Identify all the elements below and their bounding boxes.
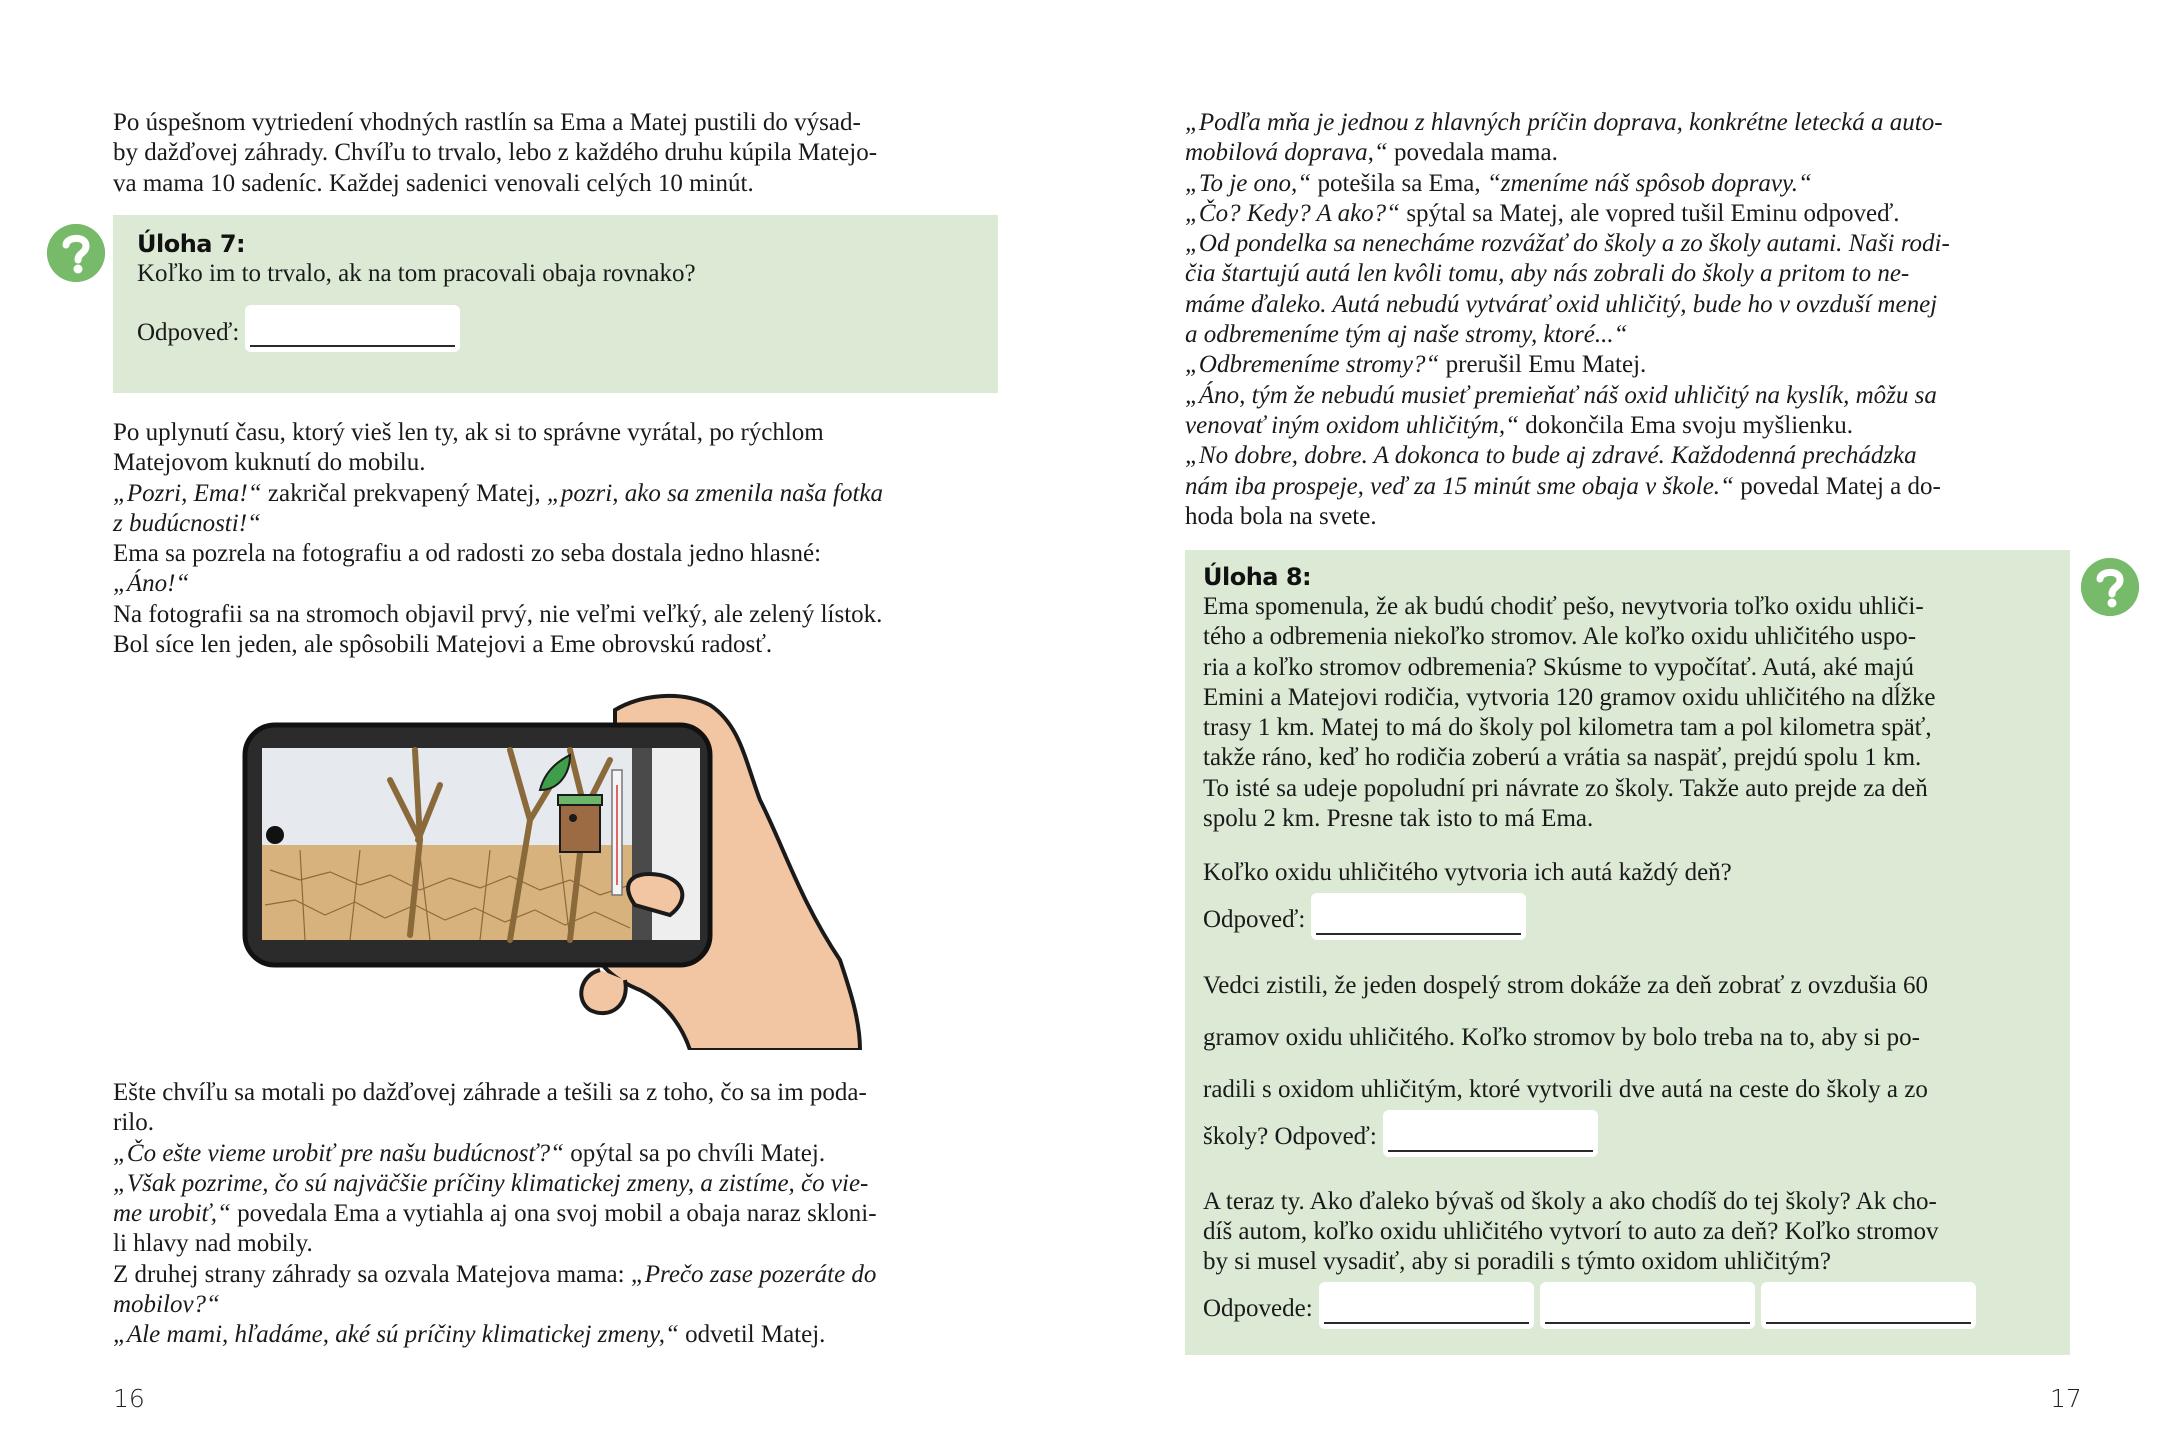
answer-label: školy? Odpoveď: (1203, 1123, 1377, 1151)
narration: povedala Ema a vytiahla aj ona svoj mobil a obaja naraz skloni- (230, 1200, 877, 1228)
narration: prerušil Emu Matej. (1439, 351, 1647, 379)
quote: a odbremeníme tým aj naše stromy, ktoré...“ (1185, 321, 1628, 349)
quote: venovať iným oxidom uhličitým,“ (1185, 411, 1520, 439)
narration: spýtal sa Matej, ale vopred tušil Eminu odpoveď. (1400, 199, 1900, 227)
text-line (1185, 138, 2085, 168)
quote: mobilov?“ (113, 1291, 220, 1319)
task-8-q2-answer-input[interactable] (1383, 1110, 1598, 1157)
narration: potešila sa Ema, (1311, 169, 1487, 197)
text-line: Ema sa pozrela na fotografiu a od radosti zo seba dostala jedno hlasné: (113, 540, 822, 568)
dialogue-paragraph (1185, 108, 2085, 532)
quote: „To je ono,“ (1185, 169, 1312, 197)
birdhouse-roof (558, 795, 602, 805)
task-8-intro (1203, 592, 2052, 834)
text-line: Po uplynutí času, ktorý vieš len ty, ak si to správne vyrátal, po rýchlom (113, 419, 824, 446)
quote: „Čo? Kedy? A ako?“ (1185, 199, 1401, 227)
text-line: hoda bola na svete. (1185, 502, 1377, 530)
narration: Z druhej strany záhrady sa ozvala Matejova mama: (113, 1260, 631, 1288)
text-line (113, 1320, 1013, 1350)
story-paragraph-2 (113, 1078, 1013, 1351)
quote: mobilová doprava,“ (1185, 139, 1388, 167)
task-7-question: Koľko im to trvalo, ak na tom pracovali obaja rovnako? (137, 260, 696, 287)
intro-paragraph (113, 108, 1003, 199)
task-8-q3-answer-input-3[interactable] (1761, 1282, 1976, 1329)
narration: povedala mama. (1387, 139, 1558, 167)
text-line: To isté sa udeje popoludní pri návrate zo školy. Takže auto prejde za deň (1203, 774, 1928, 802)
task-8-question-3 (1203, 1187, 2052, 1278)
text-line: Bol síce len jeden, ale spôsobili Matejovi a Eme obrovskú radosť. (113, 631, 773, 659)
quote: me urobiť,“ (113, 1200, 231, 1228)
question-mark-icon (2081, 558, 2139, 616)
right-page (1080, 0, 2161, 1453)
text-line (1185, 290, 2085, 320)
page-number-left: 16 (113, 1384, 145, 1413)
text-line: Emini a Matejovi rodičia, vytvoria 120 gramov oxidu uhličitého na dĺžke (1203, 683, 1936, 711)
task-8-q2-answer-row (1203, 1110, 2052, 1157)
task-8-q3-answer-field-1[interactable] (1319, 1282, 1534, 1329)
birdhouse-icon (560, 802, 600, 852)
narration: zakričal prekvapený Matej, (261, 479, 547, 507)
task-8-q1-answer-row (1203, 893, 2052, 940)
text-line: díš autom, koľko oxidu uhličitého vytvorí to auto za deň? Koľko stromov (1203, 1217, 1939, 1245)
text-line: Po úspešnom vytriedení vhodných rastlín sa Ema a Matej pustili do výsad- (113, 109, 861, 136)
left-page (0, 0, 1080, 1453)
task-8-q3-answer-row (1203, 1282, 2052, 1329)
task-8-q3-answer-input-2[interactable] (1540, 1282, 1755, 1329)
text-line: takže ráno, keď ho rodičia zoberú a vrátia sa naspäť, prejdú spolu 1 km. (1203, 744, 1922, 772)
quote: z budúcnosti!“ (113, 509, 261, 537)
text-line (1185, 229, 2085, 259)
quote: „No dobre, dobre. A dokonca to bude aj zdravé. Každodenná prechádzka (1185, 442, 1917, 470)
quote: „Podľa mňa je jednou z hlavných príčin doprava, konkrétne letecká a auto- (1185, 109, 1943, 136)
answer-label: Odpovede: (1203, 1295, 1313, 1323)
text-line: by dažďovej záhrady. Chvíľu to trvalo, lebo z každého druhu kúpila Matejo- (113, 139, 878, 167)
text-line: rilo. (113, 1109, 154, 1137)
birdhouse-hole (569, 814, 577, 822)
text-line (113, 1290, 1013, 1320)
quote: „Ale mami, hľadáme, aké sú príčiny klimatickej zmeny,“ (113, 1321, 679, 1349)
page-number-right: 17 (2050, 1384, 2082, 1413)
text-line: Na fotografii sa na stromoch objavil prvý, nie veľmi veľký, ale zelený lístok. (113, 600, 883, 628)
quote: nám iba prospeje, veď za 15 minút sme obaja v škole.“ (1185, 472, 1734, 500)
task-8-q3-answer-field-3[interactable] (1761, 1282, 1976, 1329)
text-line (1185, 320, 2085, 350)
text-line (1185, 108, 2085, 138)
text-line (113, 479, 1013, 509)
text-line: tého a odbremenia niekoľko stromov. Ale koľko oxidu uhličitého uspo- (1203, 623, 1917, 651)
text-line (1185, 441, 2085, 471)
text-line: spolu 2 km. Presne tak isto to má Ema. (1203, 805, 1594, 833)
narration: povedal Matej a do- (1733, 472, 1941, 500)
answer-label: Odpoveď: (1203, 906, 1306, 934)
text-line: Ema spomenula, že ak budú chodiť pešo, nevytvoria toľko oxidu uhliči- (1203, 593, 1924, 620)
camera-dot (266, 826, 284, 844)
task-7-answer-input[interactable] (245, 305, 460, 352)
task-8-question-1: Koľko oxidu uhličitého vytvoria ich autá každý deň? (1203, 859, 1732, 887)
text-line (1185, 381, 2085, 411)
text-line: Ešte chvíľu sa motali po dažďovej záhrade a tešili sa z toho, čo sa im poda- (113, 1079, 867, 1106)
quote: „Však pozrime, čo sú najväčšie príčiny klimatickej zmeny, a zistíme, čo vie- (113, 1169, 869, 1197)
text-line: Matejovom kuknutí do mobilu. (113, 449, 426, 477)
text-line (1185, 259, 2085, 289)
text-line: li hlavy nad mobily. (113, 1230, 313, 1258)
quote: “zmeníme náš spôsob dopravy.“ (1486, 169, 1812, 197)
phone-illustration-svg (240, 690, 870, 1050)
task-8-q3-answer-field-2[interactable] (1540, 1282, 1755, 1329)
text-line: gramov oxidu uhličitého. Koľko stromov by bolo treba na to, aby si po- (1203, 1023, 1920, 1051)
task-8-q1-answer-field[interactable] (1311, 893, 1526, 940)
quote: „Pozri, Ema!“ (113, 479, 262, 507)
story-paragraph-1 (113, 418, 1013, 660)
phone-photo-illustration (240, 690, 870, 1050)
task-7-answer-row (137, 305, 974, 352)
task-8-q2-answer-field[interactable] (1383, 1110, 1598, 1157)
quote: „Odbremeníme stromy?“ (1185, 351, 1440, 379)
narration: opýtal sa po chvíli Matej. (564, 1139, 826, 1167)
task-7-box (113, 215, 998, 393)
narration: odvetil Matej. (678, 1321, 826, 1349)
quote: „Prečo zase pozeráte do (630, 1260, 877, 1288)
text-line: Vedci zistili, že jeden dospelý strom dokáže za deň zobrať z ovzdušia 60 (1203, 971, 1929, 999)
text-line (113, 1139, 1013, 1169)
answer-label: Odpoveď: (137, 319, 240, 346)
text-line (1185, 199, 2085, 229)
text-line (1185, 472, 2085, 502)
quote: „pozri, ako sa zmenila naša fotka (546, 479, 884, 507)
task-7-answer-field[interactable] (245, 305, 460, 352)
text-line (1185, 169, 2085, 199)
text-line: trasy 1 km. Matej to má do školy pol kilometra tam a pol kilometra späť, (1203, 714, 1932, 742)
quote: „Od pondelka sa nenecháme rozvážať do školy a zo školy autami. Naši rodi- (1185, 230, 1950, 258)
task-8-question-2 (1203, 960, 2052, 1116)
quote: „Áno!“ (113, 570, 190, 598)
text-line (113, 509, 1013, 539)
text-line: ria a koľko stromov odbremenia? Skúsme to vypočítať. Autá, aké majú (1203, 653, 1914, 681)
text-line: by si musel vysadiť, aby si poradili s týmto oxidom uhličitým? (1203, 1248, 1832, 1276)
quote: „Áno, tým že nebudú musieť premieňať náš oxid uhličitý na kyslík, môžu sa (1185, 381, 1937, 409)
quote: čia štartujú autá len kvôli tomu, aby nás zobrali do školy a pritom to ne- (1185, 260, 1910, 288)
text-line (1185, 350, 2085, 380)
text-line (113, 1169, 1013, 1199)
text-line (113, 1199, 1013, 1229)
narration: dokončila Ema svoju myšlienku. (1519, 411, 1853, 439)
text-line: A teraz ty. Ako ďaleko bývaš od školy a ako chodíš do tej školy? Ak cho- (1203, 1187, 1937, 1215)
text-line (113, 569, 1013, 599)
text-line: va mama 10 sadeníc. Každej sadenici venovali celých 10 minút. (113, 169, 754, 197)
task-7-title: Úloha 7: (137, 230, 246, 258)
task-8-q3-answer-input-1[interactable] (1319, 1282, 1534, 1329)
question-mark-icon (47, 224, 105, 282)
task-8-q1-answer-input[interactable] (1311, 893, 1526, 940)
text-line: radili s oxidom uhličitým, ktoré vytvorili dve autá na ceste do školy a zo (1203, 1075, 1928, 1103)
quote: „Čo ešte vieme urobiť pre našu budúcnosť?“ (113, 1139, 565, 1167)
phone-edge (632, 748, 652, 940)
quote: máme ďaleko. Autá nebudú vytvárať oxid uhličitý, bude ho v ovzduší menej (1185, 290, 1938, 318)
text-line (113, 1260, 1013, 1290)
task-8-title: Úloha 8: (1203, 563, 1312, 591)
task-8-box (1185, 550, 2070, 1355)
text-line (1185, 411, 2085, 441)
